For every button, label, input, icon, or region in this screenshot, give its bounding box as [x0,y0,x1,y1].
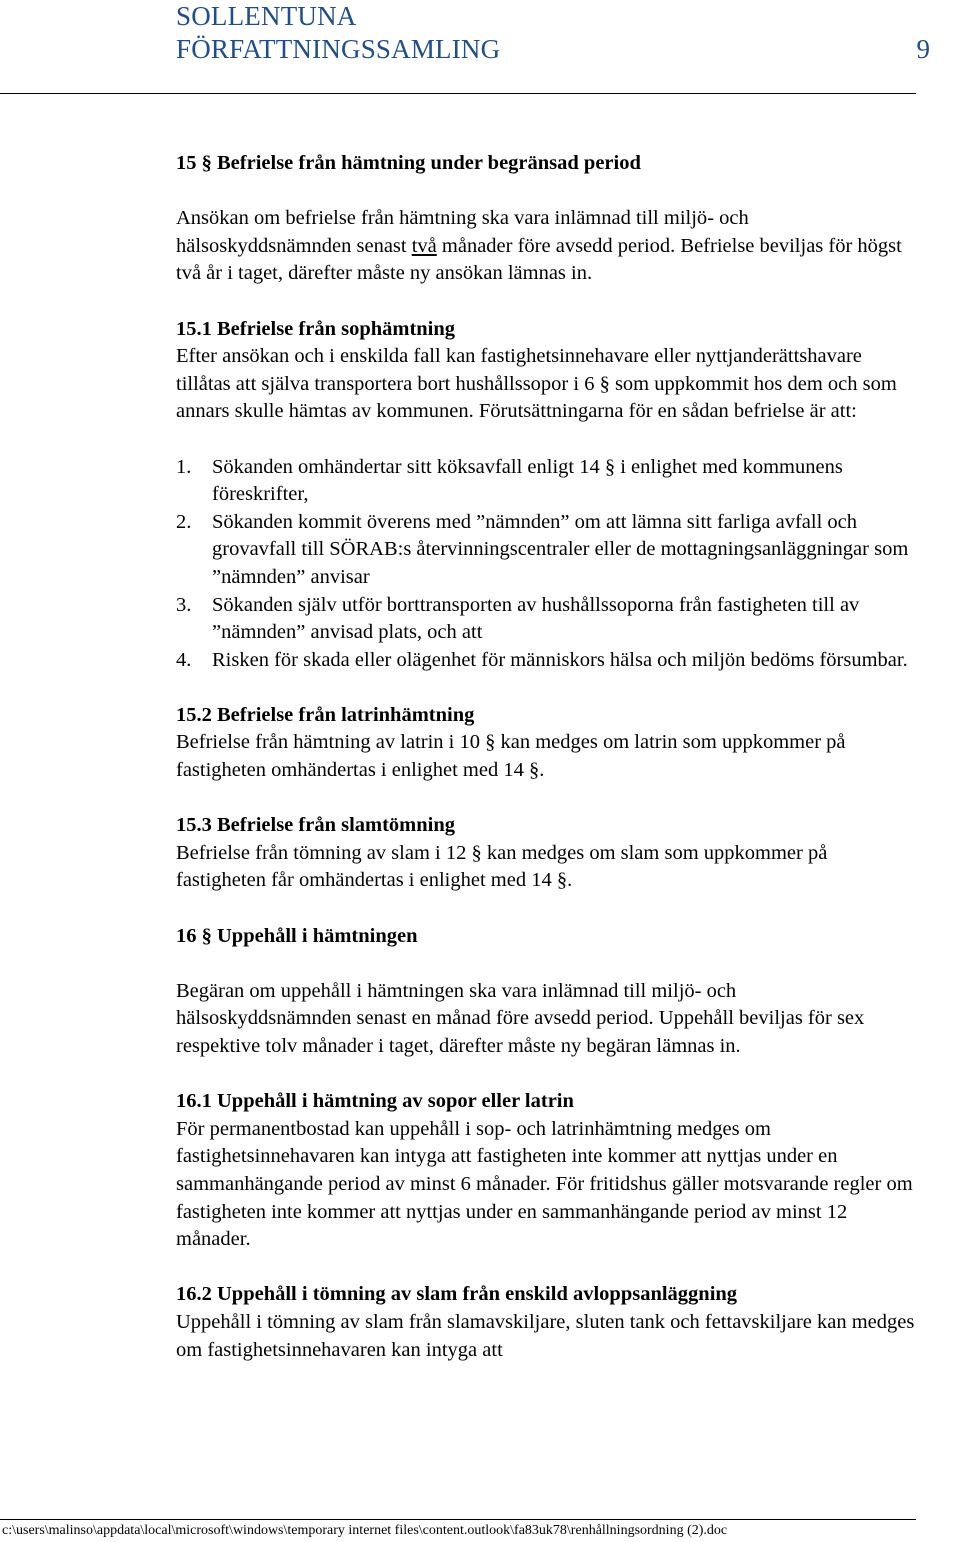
list-item-number: 3. [176,593,192,616]
section-15-3-heading: 15.3 Befrielse från slamtömning [176,814,455,837]
title-line-1: SOLLENTUNA [176,1,357,31]
document-body [176,150,916,1364]
section-15-2-body: Befrielse från hämtning av latrin i 10 § kan medges om latrin som uppkommer på fastigheten omhändertas i enlighet med 14 §. [176,731,846,782]
conditions-list [176,454,916,675]
section-15-1-body: Efter ansökan och i enskilda fall kan fastighetsinnehavare eller nyttjanderättshavare tillåtas att själva transportera bort hushållssopor i 6 § som uppkommit hos dem och som annars skulle hämtas av kommunen. Förutsättningarna för en sådan befrielse är att: [176,345,897,423]
spacer [176,950,916,978]
list-item [176,454,916,509]
footer-divider [0,1519,916,1520]
section-16-heading: 16 § Uppehåll i hämtningen [176,924,418,947]
section-15-3-body: Befrielse från tömning av slam i 12 § kan medges om slam som uppkommer på fastigheten får omhändertas i enlighet med 14 §. [176,841,828,892]
list-item-number: 1. [176,455,192,478]
list-item [176,647,916,675]
section-16-2-heading: 16.2 Uppehåll i tömning av slam från enskild avloppsanläggning [176,1283,738,1306]
spacer [176,178,916,206]
list-item-text: Risken för skada eller olägenhet för människors hälsa och miljön bedöms försumbar. [212,648,908,671]
section-15-underlined-word: två [411,234,437,257]
section-16-2-body: Uppehåll i tömning av slam från slamavskiljare, sluten tank och fettavskiljare kan medges om fastighetsinnehavaren kan intyga att [176,1310,915,1361]
section-15-paragraph [176,205,916,288]
list-item-text: Sökanden själv utför borttransporten av hushållssoporna från fastigheten till av ”nämnden” anvisad plats, och att [212,593,860,644]
page-number: 9 [916,34,930,64]
section-16-1-body: För permanentbostad kan uppehåll i sop- och latrinhämtning medges om fastighetsinnehavaren kan intyga att fastigheten inte kommer att nyttjas under en sammanhängande period av minst 6 månader. För fritidshus gäller motsvarande regler om fastigheten inte kommer att nyttjas under en sammanhängande period av minst 12 månader. [176,1117,913,1251]
document-series-title [176,0,500,66]
list-item [176,592,916,647]
section-15-2-heading: 15.2 Befrielse från latrinhämtning [176,703,475,726]
list-item-text: Sökanden omhändertar sitt köksavfall enligt 14 § i enlighet med kommunens föreskrifter, [212,455,843,506]
list-item-number: 2. [176,510,192,533]
list-item-text: Sökanden kommit överens med ”nämnden” om att lämna sitt farliga avfall och grovavfall till SÖRAB:s återvinningscentraler eller de mottagningsanläggningar som ”nämnden” anvisar [212,510,909,588]
list-item [176,509,916,592]
list-item-number: 4. [176,648,192,671]
section-16-body: Begäran om uppehåll i hämtningen ska vara inlämnad till miljö- och hälsoskyddsnämnden senast en månad före avsedd period. Uppehåll beviljas för sex respektive tolv månader i taget, därefter måste ny begäran lämnas in. [176,979,865,1057]
title-line-2: FÖRFATTNINGSSAMLING [176,34,501,64]
section-15-heading: 15 § Befrielse från hämtning under begränsad period [176,152,641,174]
footer-file-path: c:\users\malinso\appdata\local\microsoft\windows\temporary internet files\content.outlook\fa83uk78\renhållningsordning (2).doc [2,1523,728,1538]
section-15-text-b: månader före avsedd period. Befrielse beviljas för högst två år i taget, därefter måste ny ansökan lämnas in. [176,234,902,285]
section-15-1-heading: 15.1 Befrielse från sophämtning [176,317,456,340]
section-15-text-a: Ansökan om befrielse från hämtning ska vara inlämnad till miljö- och hälsoskyddsnämnden senast [176,207,749,257]
header-divider [0,93,916,94]
section-16-1-heading: 16.1 Uppehåll i hämtning av sopor eller latrin [176,1090,574,1113]
